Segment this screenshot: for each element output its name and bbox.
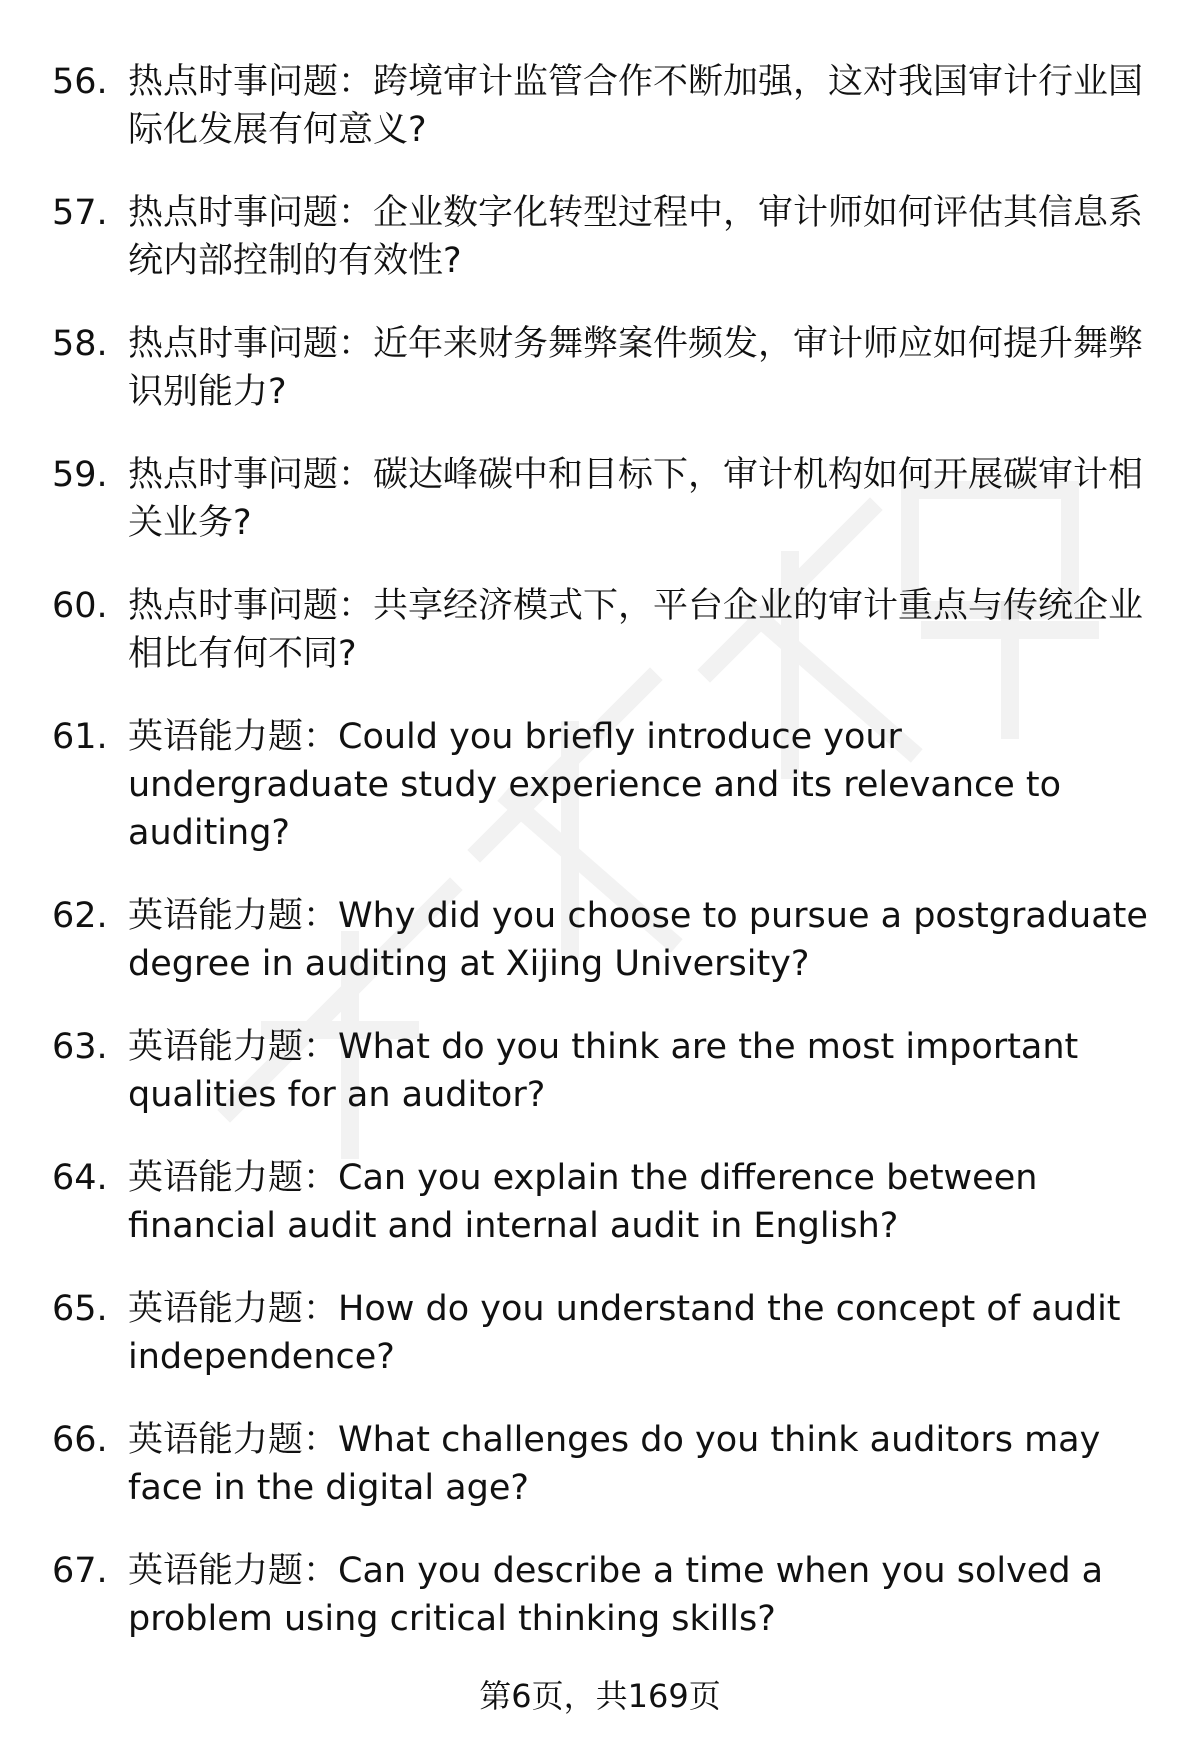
question-text: 热点时事问题：近年来财务舞弊案件频发，审计师应如何提升舞弊识别能力? <box>128 324 1144 412</box>
list-item <box>0 1285 1200 1381</box>
list-item <box>0 1416 1200 1512</box>
list-item <box>0 320 1200 416</box>
question-number: 56. <box>52 62 108 102</box>
list-item <box>0 1154 1200 1250</box>
question-number: 63. <box>52 1027 108 1067</box>
question-number: 59. <box>52 455 108 495</box>
question-number: 64. <box>52 1158 108 1198</box>
question-text: 英语能力题：How do you understand the concept of audit independence? <box>128 1289 1121 1377</box>
question-text: 英语能力题：What do you think are the most important qualities for an auditor? <box>128 1027 1079 1115</box>
question-text: 热点时事问题：跨境审计监管合作不断加强，这对我国审计行业国际化发展有何意义? <box>128 62 1144 150</box>
list-item <box>0 189 1200 285</box>
question-text: 热点时事问题：企业数字化转型过程中，审计师如何评估其信息系统内部控制的有效性? <box>128 193 1144 281</box>
question-number: 57. <box>52 193 108 233</box>
question-number: 61. <box>52 717 108 757</box>
question-text: 英语能力题：Can you explain the difference between financial audit and internal audit in English? <box>128 1158 1038 1246</box>
question-number: 62. <box>52 896 108 936</box>
question-number: 67. <box>52 1551 108 1591</box>
list-item <box>0 58 1200 154</box>
list-item <box>0 451 1200 547</box>
list-item <box>0 892 1200 988</box>
list-item <box>0 582 1200 678</box>
question-number: 65. <box>52 1289 108 1329</box>
question-list <box>0 58 1200 1678</box>
question-number: 66. <box>52 1420 108 1460</box>
question-text: 英语能力题：Could you briefly introduce your undergraduate study experience and its relevance to auditing? <box>128 717 1062 853</box>
list-item <box>0 713 1200 857</box>
list-item <box>0 1547 1200 1643</box>
question-text: 热点时事问题：共享经济模式下，平台企业的审计重点与传统企业相比有何不同? <box>128 586 1144 674</box>
question-text: 英语能力题：What challenges do you think auditors may face in the digital age? <box>128 1420 1101 1508</box>
page-number-label: 第6页，共169页 <box>479 1677 721 1715</box>
question-number: 58. <box>52 324 108 364</box>
question-text: 英语能力题：Why did you choose to pursue a postgraduate degree in auditing at Xijing University? <box>128 896 1148 984</box>
question-number: 60. <box>52 586 108 626</box>
question-text: 热点时事问题：碳达峰碳中和目标下，审计机构如何开展碳审计相关业务? <box>128 455 1144 543</box>
list-item <box>0 1023 1200 1119</box>
question-text: 英语能力题：Can you describe a time when you solved a problem using critical thinking skills? <box>128 1551 1104 1639</box>
page-footer <box>0 1674 1200 1718</box>
